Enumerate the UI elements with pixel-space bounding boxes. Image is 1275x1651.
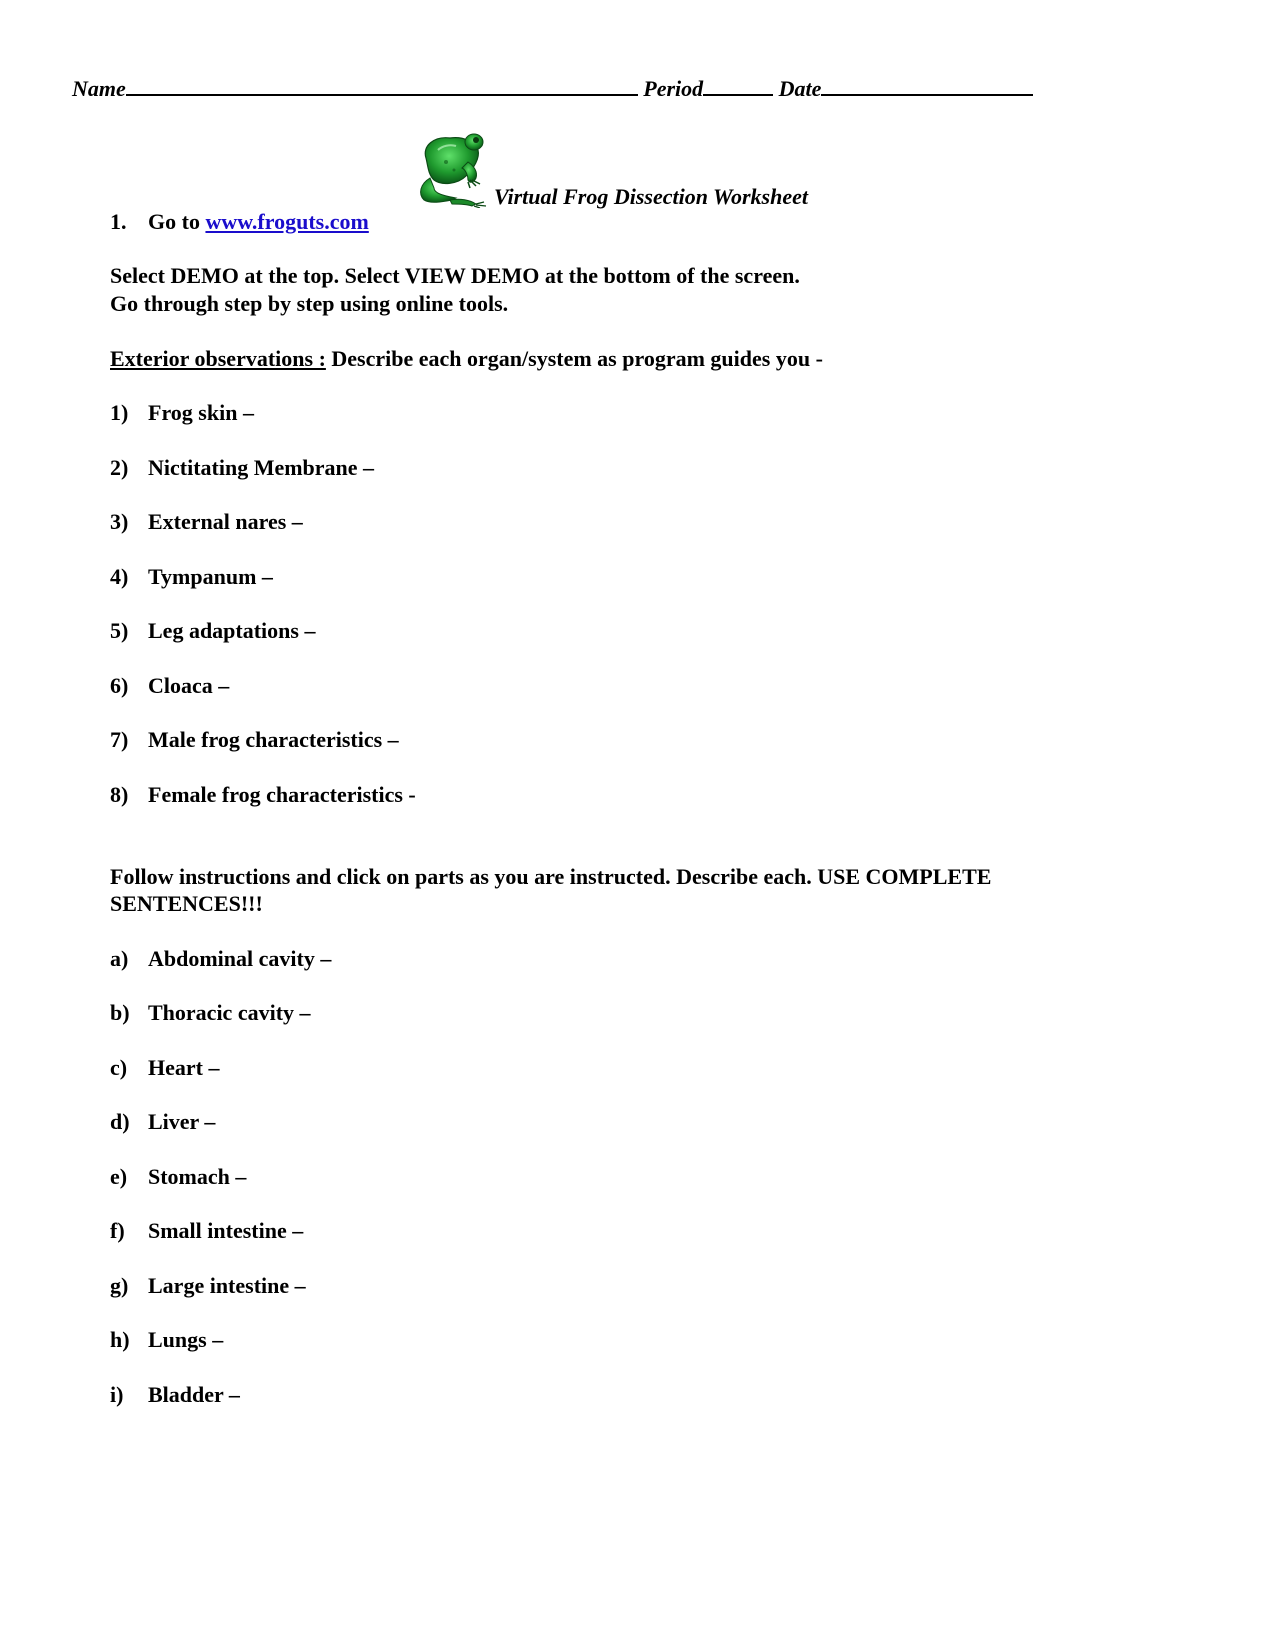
item-number: 1)	[110, 400, 129, 425]
item-number: f)	[110, 1218, 125, 1243]
item-label: Heart –	[148, 1055, 220, 1080]
frog-icon	[412, 128, 492, 208]
interior-item	[110, 1272, 306, 1300]
follow-line-1: Follow instructions and click on parts as you are instructed. Describe each. USE COMPLETE	[110, 864, 992, 889]
item-number: 6)	[110, 673, 129, 698]
item-label: Female frog characteristics -	[148, 782, 416, 807]
item-label: Cloaca –	[148, 673, 230, 698]
exterior-item	[110, 726, 399, 754]
interior-item	[110, 1326, 223, 1354]
froguts-link[interactable]: www.froguts.com	[205, 209, 369, 234]
interior-item	[110, 1217, 303, 1245]
item-number: 8)	[110, 782, 129, 807]
interior-item	[110, 1381, 240, 1409]
item-label: Nictitating Membrane –	[148, 455, 375, 480]
exterior-item	[110, 781, 416, 809]
header-line	[72, 72, 1033, 102]
item-label: Male frog characteristics –	[148, 727, 399, 752]
item-label: Leg adaptations –	[148, 618, 316, 643]
item-label: Large intestine –	[148, 1273, 306, 1298]
interior-item	[110, 999, 311, 1027]
interior-item	[110, 1054, 219, 1082]
instruction-line-1: Select DEMO at the top. Select VIEW DEMO at the bottom of the screen.	[110, 263, 800, 288]
item-number: b)	[110, 1000, 130, 1025]
exterior-item	[110, 454, 374, 482]
exterior-item	[110, 563, 273, 591]
period-label: Period	[643, 76, 704, 101]
item-number: c)	[110, 1055, 128, 1080]
exterior-heading	[110, 345, 823, 373]
item-label: Bladder –	[148, 1382, 240, 1407]
item-number: 7)	[110, 727, 129, 752]
item-number: d)	[110, 1109, 130, 1134]
item-label: Tympanum –	[148, 564, 273, 589]
page-title: Virtual Frog Dissection Worksheet	[494, 184, 808, 209]
name-field[interactable]	[126, 72, 638, 96]
item-number: 5)	[110, 618, 129, 643]
interior-item	[110, 1163, 246, 1191]
exterior-heading-label: Exterior observations :	[110, 346, 326, 371]
item-label: Liver –	[148, 1109, 216, 1134]
item-label: Stomach –	[148, 1164, 247, 1189]
exterior-heading-rest: Describe each organ/system as program guides you -	[325, 346, 823, 371]
step-1-text: Go to	[148, 209, 206, 234]
item-number: a)	[110, 946, 129, 971]
item-label: Lungs –	[148, 1327, 224, 1352]
item-number: 2)	[110, 455, 129, 480]
step-1	[110, 208, 369, 236]
exterior-item	[110, 672, 229, 700]
item-number: g)	[110, 1273, 129, 1298]
item-number: h)	[110, 1327, 130, 1352]
period-field[interactable]	[703, 72, 773, 96]
date-field[interactable]	[821, 72, 1033, 96]
item-label: Thoracic cavity –	[148, 1000, 311, 1025]
item-number: 3)	[110, 509, 129, 534]
step-1-number: 1.	[110, 209, 127, 234]
item-number: 4)	[110, 564, 129, 589]
interior-item	[110, 1108, 215, 1136]
exterior-item	[110, 617, 315, 645]
exterior-item	[110, 399, 254, 427]
item-number: i)	[110, 1382, 124, 1407]
item-label: Abdominal cavity –	[148, 946, 332, 971]
item-label: External nares –	[148, 509, 303, 534]
interior-item	[110, 945, 331, 973]
instruction-line-2: Go through step by step using online tools.	[110, 291, 509, 316]
item-label: Small intestine –	[148, 1218, 304, 1243]
exterior-item	[110, 508, 303, 536]
item-label: Frog skin –	[148, 400, 254, 425]
item-number: e)	[110, 1164, 128, 1189]
follow-line-2: SENTENCES!!!	[110, 891, 263, 916]
name-label: Name	[72, 76, 126, 101]
date-label: Date	[778, 76, 822, 101]
